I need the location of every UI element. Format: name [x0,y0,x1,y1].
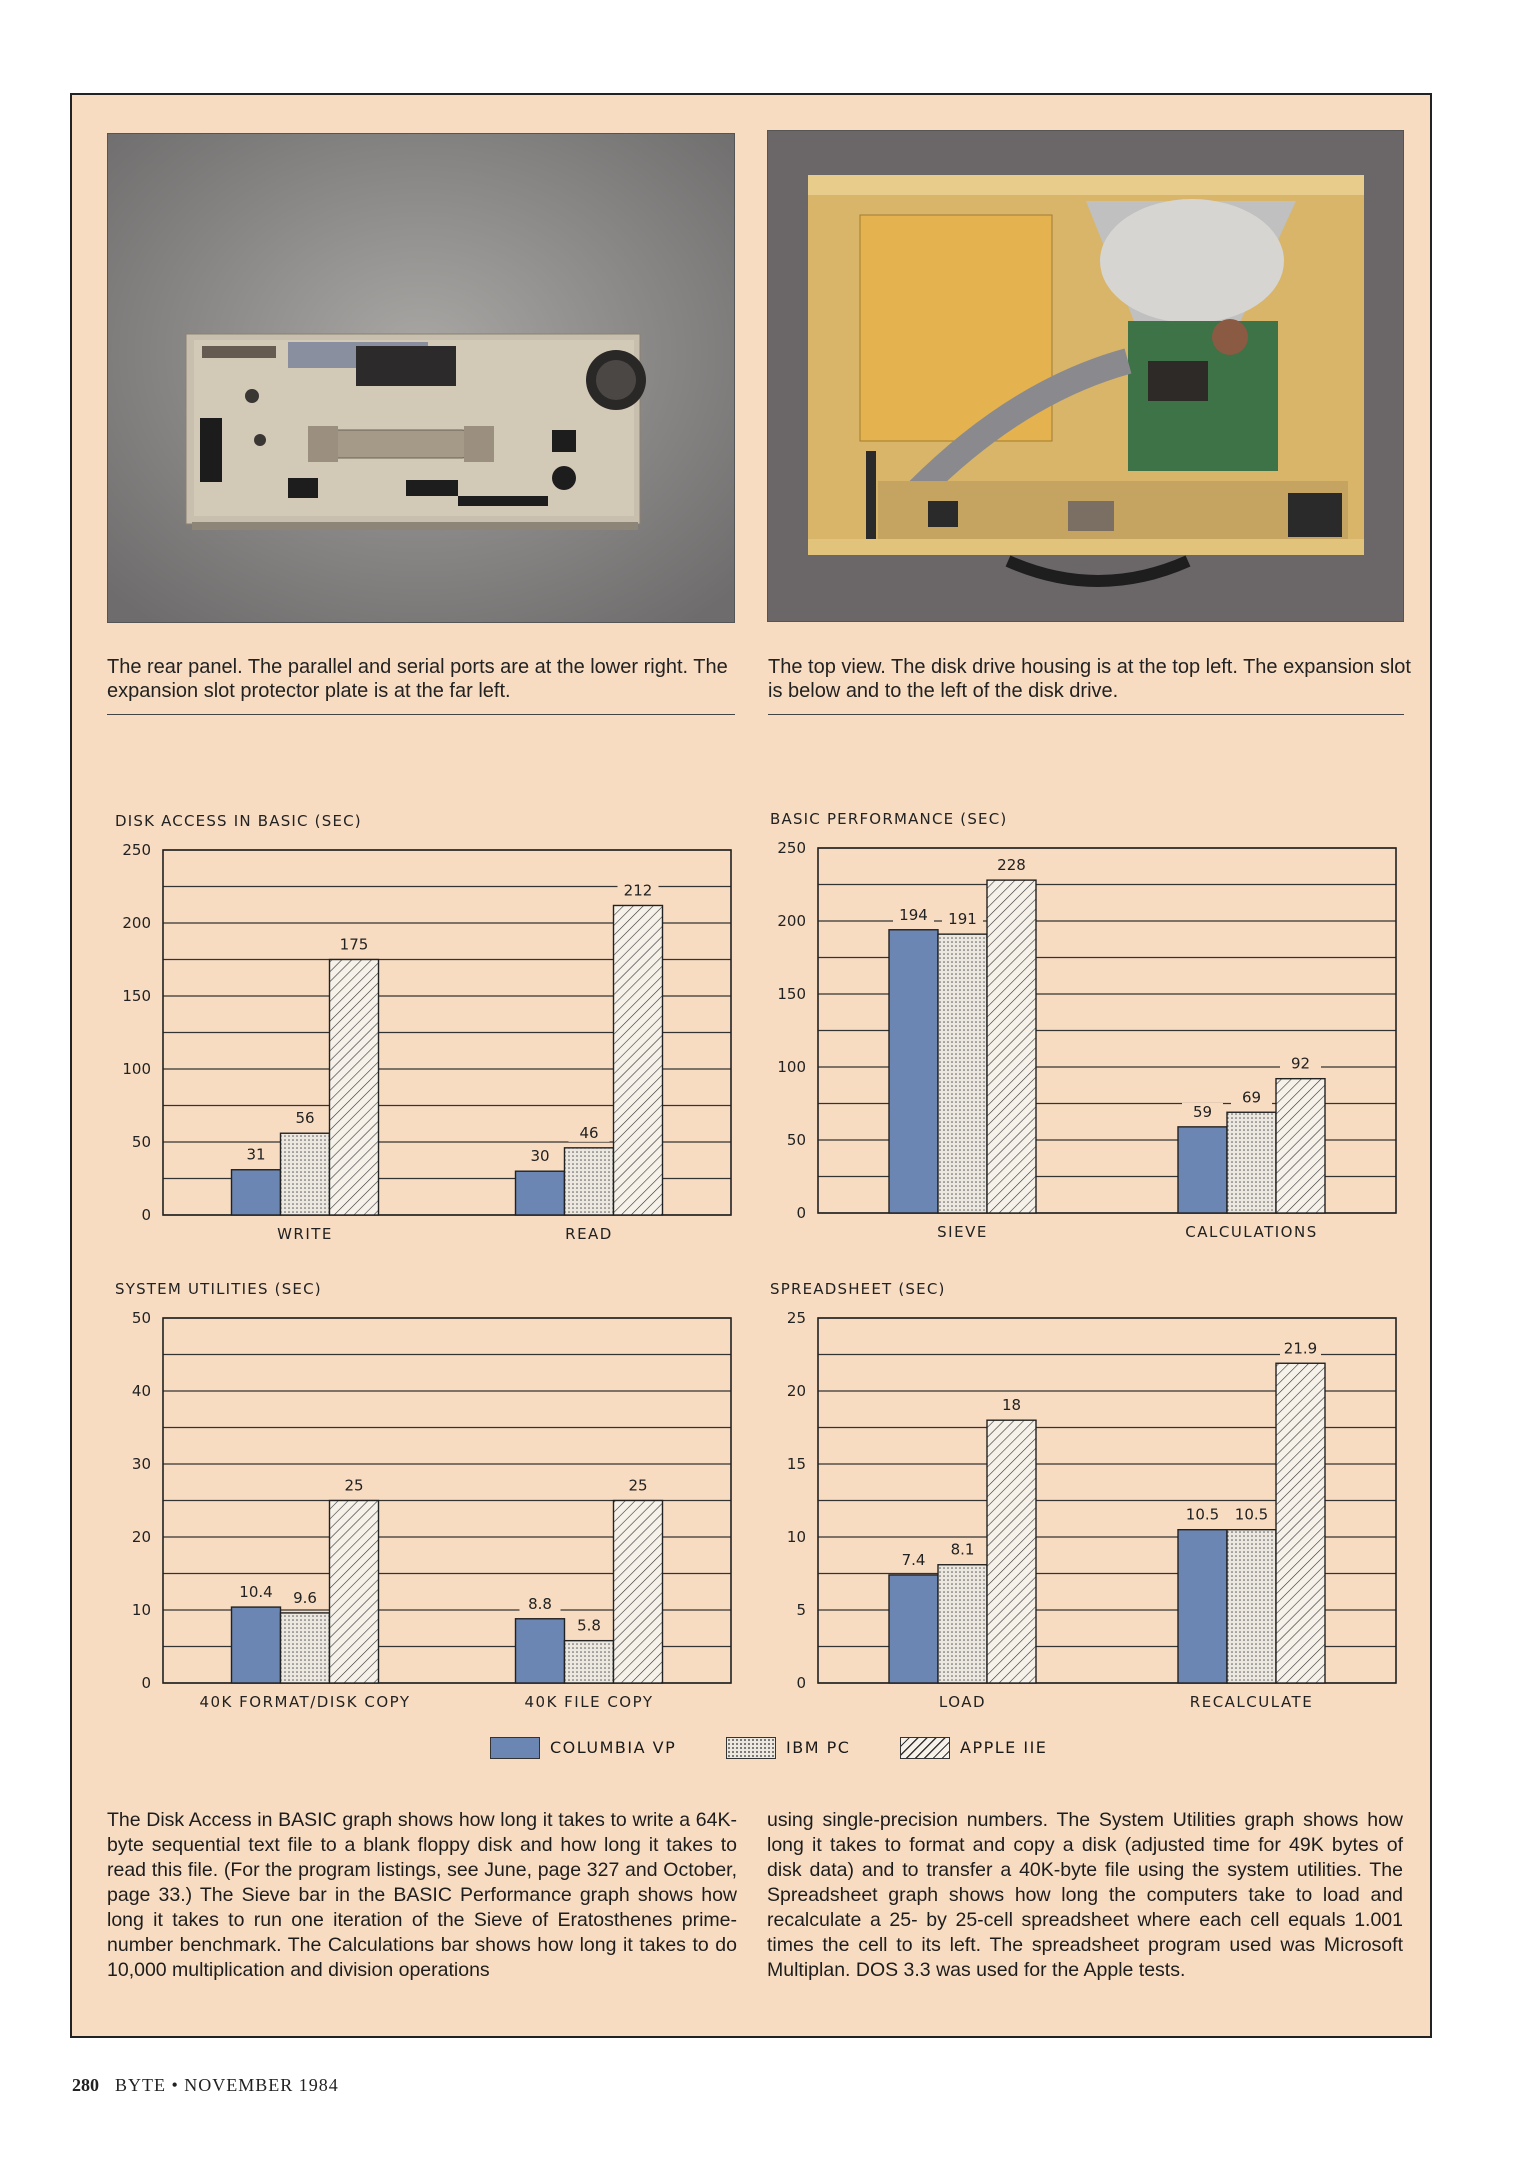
bar-value-label: 25 [344,1476,364,1495]
y-tick-label: 250 [122,841,151,859]
y-tick-label: 50 [131,1133,151,1151]
bar-value-label: 30 [530,1147,550,1166]
bar [614,1501,663,1684]
body-paragraph-right: using single-precision numbers. The System Utilities graph shows how long it takes to format and copy a disk (adjusted time for 49K bytes of disk data) and to transfer a 40K-byte file using the system utilities. The Spreadsheet graph shows how long the computers take to load and recalculate a 25- by 25-cell spreadsheet where each cell equals 1.001 times the cell to its left. The spreadsheet program used was Microsoft Multiplan. DOS 3.3 was used for the Apple tests. [767,1809,1403,1981]
bar-value-label: 10.5 [1234,1505,1269,1524]
y-tick-label: 15 [786,1455,806,1473]
caption-divider-right [768,714,1404,715]
caption-divider-left [107,714,735,715]
bar-value-label: 56 [295,1109,315,1128]
chart-title: BASIC PERFORMANCE (SEC) [770,810,1008,828]
bar [330,960,379,1216]
bar [281,1613,330,1683]
bar-value-label: 59 [1192,1102,1213,1121]
legend-swatch-ibm [726,1737,776,1759]
chart-legend [0,1735,1537,1765]
bar [1178,1530,1227,1683]
bar [516,1619,565,1683]
top-view-photo [767,130,1404,622]
bar [565,1641,614,1683]
y-tick-label: 100 [777,1058,806,1076]
bar-value-label: 18 [1001,1396,1022,1415]
bar-value-label: 191 [948,910,977,929]
legend-item-columbia [490,1735,710,1761]
x-category-label: READ [565,1225,613,1243]
bar-value-label: 69 [1241,1088,1262,1107]
bar [987,880,1036,1213]
y-tick-label: 20 [131,1528,151,1546]
chart-disk-access [115,810,745,1250]
x-category-label: RECALCULATE [1189,1693,1314,1711]
y-tick-label: 10 [786,1528,806,1546]
y-tick-label: 150 [777,985,806,1003]
body-text-right [767,1808,1403,1983]
legend-label-columbia: COLUMBIA VP [550,1738,677,1757]
bar-value-label: 212 [623,881,653,900]
legend-label-ibm: IBM PC [786,1738,851,1757]
y-tick-label: 200 [122,914,151,932]
page-footer [72,2075,339,2096]
bar-value-label: 8.8 [528,1594,552,1613]
legend-swatch-apple [900,1737,950,1759]
bar [565,1148,614,1215]
y-tick-label: 200 [777,912,806,930]
bar-value-label: 175 [339,935,369,954]
chart-basic-performance [770,808,1410,1248]
rear-panel-photo [107,133,735,623]
bar-value-label: 8.1 [950,1540,975,1559]
legend-item-ibm [726,1735,866,1761]
bar-value-label: 21.9 [1283,1339,1318,1358]
y-tick-label: 0 [141,1674,151,1692]
legend-item-apple [900,1735,1100,1761]
legend-swatch-columbia [490,1737,540,1759]
bar-value-label: 7.4 [901,1550,926,1569]
x-category-label: 40K FILE COPY [524,1693,654,1711]
bar [1276,1363,1325,1683]
y-tick-label: 0 [141,1206,151,1224]
bar [516,1171,565,1215]
bar-value-label: 46 [579,1123,599,1142]
bar-value-label: 194 [899,905,928,924]
bar [281,1133,330,1215]
y-tick-label: 30 [131,1455,151,1473]
x-category-label: 40K FORMAT/DISK COPY [199,1693,411,1711]
chart-spreadsheet [770,1278,1410,1718]
bar [987,1420,1036,1683]
bar [938,934,987,1213]
y-tick-label: 25 [786,1309,806,1327]
y-tick-label: 250 [777,839,806,857]
rear-panel-caption: The rear panel. The parallel and serial ports are at the lower right. The expansion slot protector plate is at the far left. [107,656,728,702]
y-tick-label: 0 [796,1674,806,1692]
x-category-label: CALCULATIONS [1185,1223,1318,1241]
bar-value-label: 10.5 [1185,1505,1220,1524]
x-category-label: WRITE [277,1225,333,1243]
bar [1276,1079,1325,1213]
body-paragraph-left: The Disk Access in BASIC graph shows how long it takes to write a 64K-byte sequential text file to a blank floppy disk and how long it takes to read this file. (For the program listings, see June, page 327 and October, page 33.) The Sieve bar in the BASIC Performance graph shows how long it takes to run one iteration of the Sieve of Eratosthenes prime-number benchmark. The Calculations bar shows how long it takes to do 10,000 multiplication and division operations [107,1809,737,1981]
x-category-label: SIEVE [937,1223,988,1241]
chart-title: SPREADSHEET (SEC) [770,1280,946,1298]
bar-value-label: 9.6 [293,1588,317,1607]
bar-value-label: 31 [246,1145,266,1164]
y-tick-label: 20 [786,1382,806,1400]
bar-value-label: 5.8 [577,1616,601,1635]
bar [889,1575,938,1683]
bar-value-label: 92 [1290,1054,1311,1073]
y-tick-label: 50 [131,1309,151,1327]
chart-title: SYSTEM UTILITIES (SEC) [115,1280,322,1298]
bar [232,1170,281,1215]
bar-value-label: 228 [997,856,1026,875]
y-tick-label: 10 [131,1601,151,1619]
y-tick-label: 40 [131,1382,151,1400]
bar-value-label: 25 [628,1476,648,1495]
magazine-issue: BYTE • NOVEMBER 1984 [115,2075,339,2095]
body-text-left [107,1808,737,1983]
bar [938,1565,987,1683]
y-tick-label: 5 [796,1601,806,1619]
bar [1227,1530,1276,1683]
bar [1178,1127,1227,1213]
bar [1227,1112,1276,1213]
x-category-label: LOAD [938,1693,987,1711]
bar-value-label: 10.4 [239,1583,273,1602]
bar [889,930,938,1213]
bar [614,905,663,1215]
y-tick-label: 50 [786,1131,806,1149]
page-number: 280 [72,2075,99,2095]
y-tick-label: 100 [122,1060,151,1078]
bar [330,1501,379,1684]
bar [232,1607,281,1683]
legend-label-apple: APPLE IIE [960,1738,1048,1757]
chart-title: DISK ACCESS IN BASIC (SEC) [115,812,362,830]
top-view-caption: The top view. The disk drive housing is at the top left. The expansion slot is below and to the left of the disk drive. [768,656,1411,702]
y-tick-label: 0 [796,1204,806,1222]
y-tick-label: 150 [122,987,151,1005]
chart-system-utilities [115,1278,745,1718]
